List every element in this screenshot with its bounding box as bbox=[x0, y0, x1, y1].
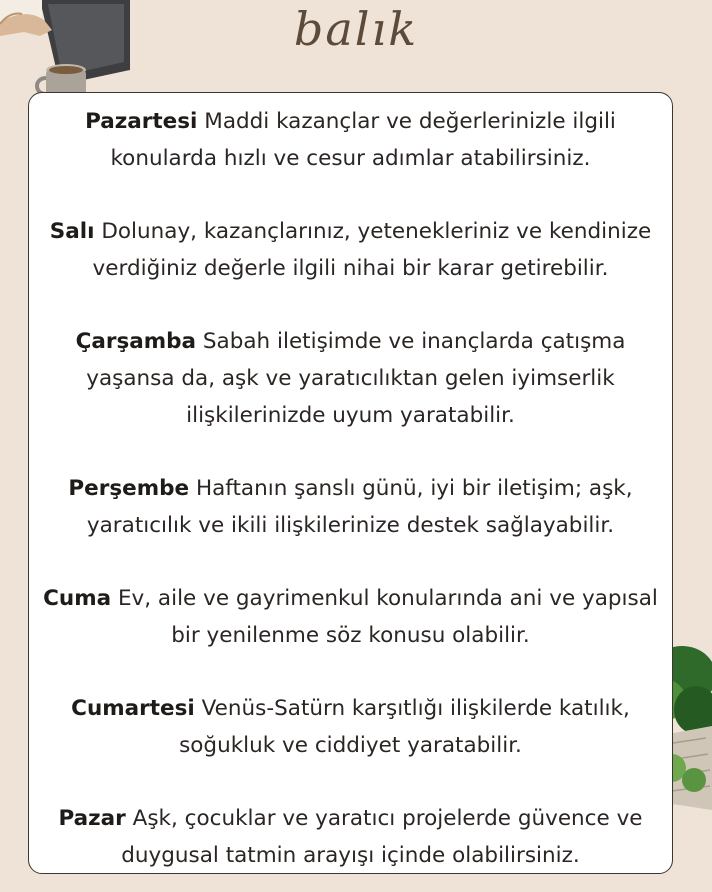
entry-cumartesi bbox=[41, 690, 660, 764]
day-text: Ev, aile ve gayrimenkul konularında ani ve yapısal bir yenilenme söz konusu olabilir. bbox=[117, 586, 658, 648]
day-text: Sabah iletişimde ve inançlarda çatışma yaşansa da, aşk ve yaratıcılıktan gelen iyimserlik ilişkilerinizde uyum yaratabilir. bbox=[86, 329, 626, 428]
day-label: Cumartesi bbox=[71, 696, 195, 721]
sign-title: balık bbox=[293, 2, 419, 56]
day-text: Aşk, çocuklar ve yaratıcı projelerde güvence ve duygusal tatmin arayışı içinde olabilirsiniz. bbox=[121, 806, 643, 868]
day-label: Çarşamba bbox=[75, 329, 197, 354]
entry-carsamba bbox=[41, 323, 660, 434]
day-label: Salı bbox=[49, 219, 95, 244]
day-text: Haftanın şanslı günü, iyi bir iletişim; aşk, yaratıcılık ve ikili ilişkilerinize destek sağlayabilir. bbox=[86, 476, 633, 538]
entry-sali bbox=[41, 213, 660, 287]
day-label: Pazartesi bbox=[85, 109, 198, 134]
day-text: Dolunay, kazançlarınız, yetenekleriniz ve kendinize verdiğiniz değerle ilgili nihai bir karar getirebilir. bbox=[92, 219, 652, 281]
entry-persembe bbox=[41, 470, 660, 544]
day-label: Pazar bbox=[58, 806, 126, 831]
entry-pazartesi bbox=[41, 103, 660, 177]
day-label: Perşembe bbox=[68, 476, 190, 501]
forecast-card bbox=[28, 92, 673, 874]
entry-pazar bbox=[41, 800, 660, 874]
day-text: Maddi kazançlar ve değerlerinizle ilgili konularda hızlı ve cesur adımlar atabilirsiniz. bbox=[110, 109, 616, 171]
day-text: Venüs-Satürn karşıtlığı ilişkilerde katılık, soğukluk ve ciddiyet yaratabilir. bbox=[179, 696, 630, 758]
day-label: Cuma bbox=[43, 586, 112, 611]
entry-cuma bbox=[41, 580, 660, 654]
